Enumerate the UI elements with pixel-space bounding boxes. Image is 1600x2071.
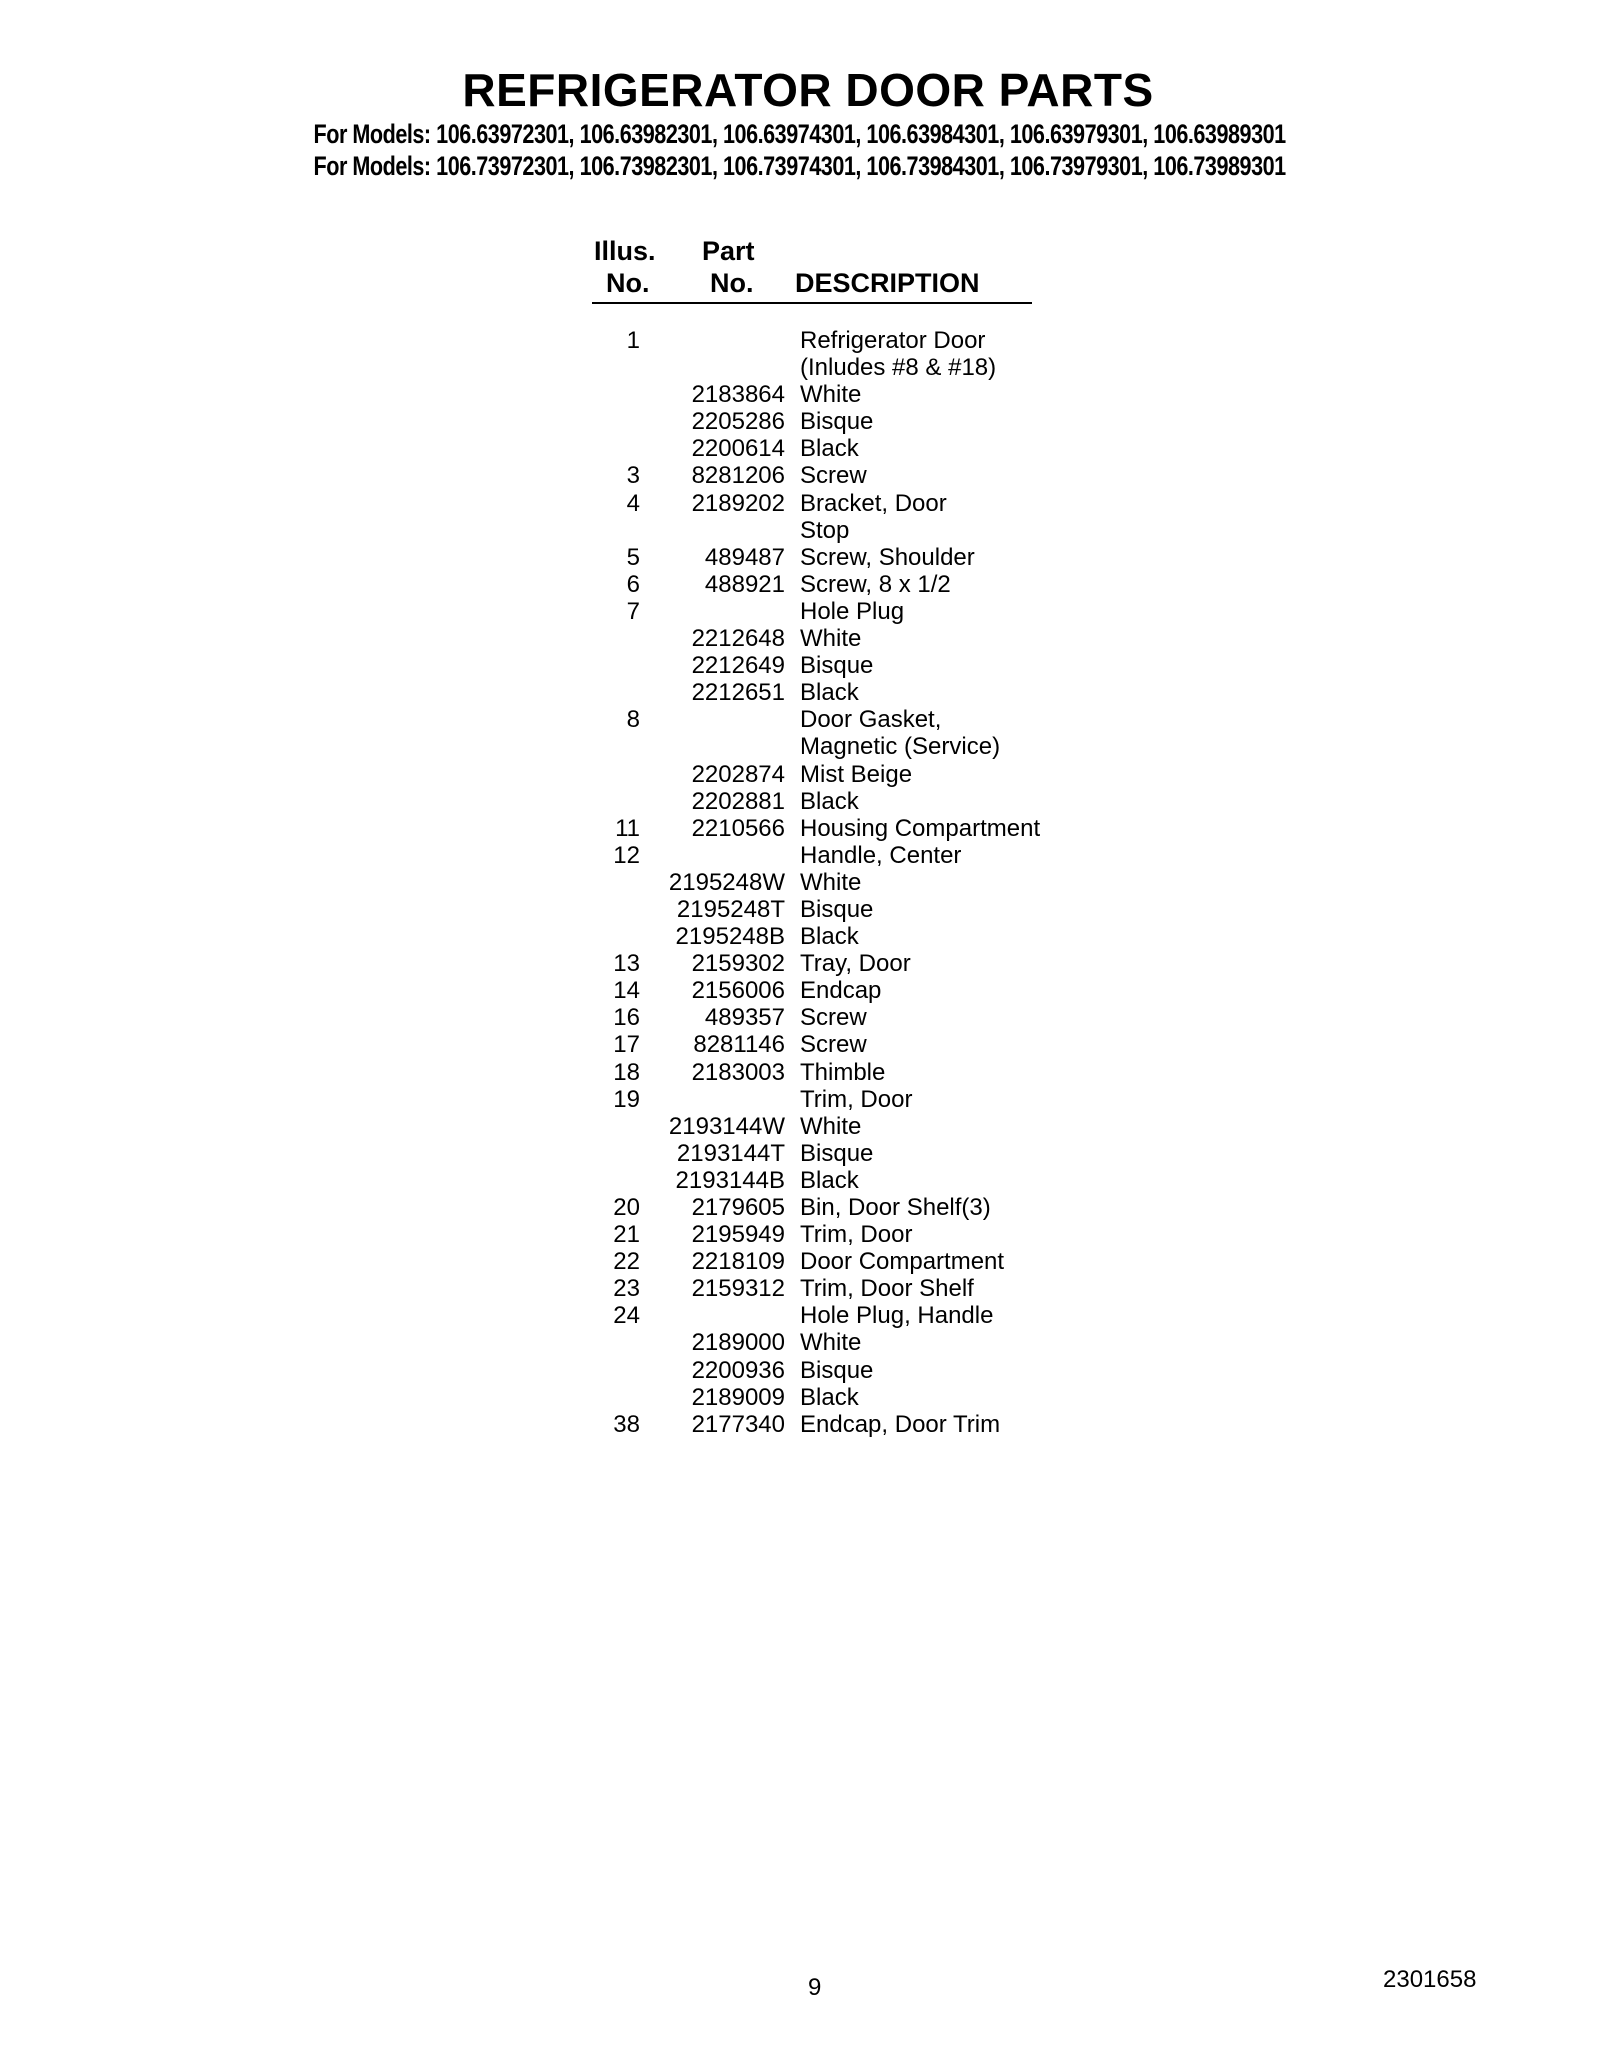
part-description: Black bbox=[800, 1166, 859, 1194]
illus-number: 24 bbox=[613, 1302, 640, 1330]
part-number: 2183864 bbox=[691, 381, 785, 409]
part-description: Screw bbox=[800, 1004, 867, 1032]
part-description: Stop bbox=[800, 516, 850, 544]
table-row bbox=[592, 679, 1092, 706]
illus-number: 17 bbox=[613, 1031, 640, 1059]
table-row bbox=[592, 462, 1092, 489]
illus-number: 8 bbox=[626, 706, 640, 734]
models-line-1 bbox=[0, 118, 1600, 150]
table-row bbox=[592, 788, 1092, 815]
header-part-bottom: No. bbox=[710, 268, 754, 298]
part-number: 2159302 bbox=[691, 950, 785, 978]
parts-rows bbox=[592, 327, 1092, 1438]
table-row bbox=[592, 869, 1092, 896]
models-line-1-text: For Models: 106.63972301, 106.63982301, 106.63974301, 106.63984301, 106.63979301, 106.63989301 bbox=[313, 119, 1287, 149]
part-description: Bracket, Door bbox=[800, 489, 947, 517]
part-number: 2205286 bbox=[691, 408, 785, 436]
part-description: Screw bbox=[800, 1031, 867, 1059]
header-part-top: Part bbox=[702, 236, 755, 266]
page-title: REFRIGERATOR DOOR PARTS bbox=[462, 64, 1154, 116]
illus-number: 19 bbox=[613, 1085, 640, 1113]
table-row bbox=[592, 408, 1092, 435]
illus-number: 4 bbox=[626, 489, 640, 517]
part-number: 489487 bbox=[704, 543, 785, 571]
part-description: Door Gasket, bbox=[800, 706, 942, 734]
part-description: White bbox=[800, 1329, 862, 1357]
header-illus-bottom: No. bbox=[606, 268, 650, 298]
illus-number: 11 bbox=[615, 814, 640, 842]
part-number: 2210566 bbox=[691, 814, 785, 842]
part-number: 2189000 bbox=[691, 1329, 785, 1357]
table-row bbox=[592, 435, 1092, 462]
part-description: Trim, Door Shelf bbox=[800, 1275, 974, 1303]
part-description: Tray, Door bbox=[800, 950, 911, 978]
illus-number: 6 bbox=[626, 570, 640, 598]
part-description: Bin, Door Shelf(3) bbox=[800, 1194, 991, 1221]
illus-number: 38 bbox=[613, 1410, 640, 1438]
table-row bbox=[592, 625, 1092, 652]
part-description: Bisque bbox=[800, 1139, 874, 1167]
table-row bbox=[592, 490, 1092, 517]
illus-number: 7 bbox=[626, 597, 640, 625]
header-divider bbox=[592, 302, 1032, 304]
part-number: 2189009 bbox=[691, 1383, 785, 1411]
table-row bbox=[592, 706, 1092, 733]
document-number: 2301658 bbox=[1383, 1966, 1477, 1993]
part-description: Door Compartment bbox=[800, 1248, 1005, 1276]
part-description: (Inludes #8 & #18) bbox=[800, 354, 997, 382]
page-number: 9 bbox=[808, 1974, 822, 2001]
header-illus-top: Illus. bbox=[594, 236, 656, 266]
table-row bbox=[592, 571, 1092, 598]
part-number: 2218109 bbox=[691, 1248, 785, 1276]
part-description: Black bbox=[800, 923, 859, 951]
table-row bbox=[592, 923, 1092, 950]
part-number: 2195248W bbox=[668, 868, 785, 896]
models-line-2 bbox=[0, 150, 1600, 182]
table-row bbox=[592, 1384, 1092, 1411]
illus-number: 14 bbox=[613, 977, 640, 1005]
part-number: 8281146 bbox=[693, 1031, 785, 1059]
part-description: Refrigerator Door bbox=[800, 327, 986, 354]
part-description: Black bbox=[800, 1383, 859, 1411]
table-row bbox=[592, 896, 1092, 923]
table-row bbox=[592, 652, 1092, 679]
table-row bbox=[592, 1113, 1092, 1140]
table-row bbox=[592, 354, 1092, 381]
part-description: Screw, 8 x 1/2 bbox=[800, 570, 951, 598]
table-row bbox=[592, 1059, 1092, 1086]
table-row bbox=[592, 1221, 1092, 1248]
table-row bbox=[592, 381, 1092, 408]
part-number: 2200936 bbox=[691, 1356, 785, 1384]
part-description: Bisque bbox=[800, 408, 874, 436]
table-row bbox=[592, 977, 1092, 1004]
part-number: 2195248B bbox=[675, 923, 785, 951]
part-description: Thimble bbox=[800, 1058, 886, 1086]
part-number: 2200614 bbox=[691, 435, 785, 463]
table-row bbox=[592, 1031, 1092, 1058]
illus-number: 20 bbox=[613, 1194, 640, 1221]
part-description: White bbox=[800, 868, 862, 896]
table-row bbox=[592, 327, 1092, 354]
table-row bbox=[592, 1248, 1092, 1275]
part-description: Hole Plug bbox=[800, 597, 905, 625]
illus-number: 22 bbox=[613, 1248, 640, 1276]
part-number: 2189202 bbox=[691, 489, 785, 517]
models-line-2-text: For Models: 106.73972301, 106.73982301, 106.73974301, 106.73984301, 106.73979301, 106.73989301 bbox=[313, 151, 1287, 181]
illus-number: 1 bbox=[626, 327, 640, 354]
illus-number: 5 bbox=[626, 543, 640, 571]
table-row bbox=[592, 761, 1092, 788]
part-description: Trim, Door bbox=[800, 1085, 913, 1113]
illus-number: 18 bbox=[613, 1058, 640, 1086]
part-description: Screw bbox=[800, 462, 867, 490]
table-row bbox=[592, 1411, 1092, 1438]
part-number: 2193144T bbox=[676, 1139, 785, 1167]
part-number: 2212648 bbox=[691, 625, 785, 653]
part-description: Trim, Door bbox=[800, 1221, 913, 1249]
part-description: Black bbox=[800, 679, 859, 707]
part-number: 2193144B bbox=[675, 1166, 785, 1194]
part-description: White bbox=[800, 625, 862, 653]
table-row bbox=[592, 1194, 1092, 1221]
part-number: 2156006 bbox=[691, 977, 785, 1005]
part-description: Black bbox=[800, 435, 859, 463]
illus-number: 13 bbox=[613, 950, 640, 978]
illus-number: 21 bbox=[613, 1221, 640, 1249]
part-number: 2195248T bbox=[676, 895, 785, 923]
part-description: White bbox=[800, 1112, 862, 1140]
part-description: Handle, Center bbox=[800, 841, 962, 869]
table-row bbox=[592, 733, 1092, 760]
table-row bbox=[592, 1302, 1092, 1329]
part-number: 2202881 bbox=[691, 787, 785, 815]
part-number: 2202874 bbox=[691, 760, 785, 788]
part-number: 2159312 bbox=[691, 1275, 785, 1303]
part-description: Mist Beige bbox=[800, 760, 913, 788]
part-description: Housing Compartment bbox=[800, 814, 1041, 842]
part-number: 2212649 bbox=[691, 652, 785, 680]
table-row bbox=[592, 544, 1092, 571]
part-description: Screw, Shoulder bbox=[800, 543, 975, 571]
illus-number: 16 bbox=[613, 1004, 640, 1032]
table-row bbox=[592, 842, 1092, 869]
table-row bbox=[592, 1004, 1092, 1031]
table-row bbox=[592, 598, 1092, 625]
table-row bbox=[592, 815, 1092, 842]
table-row bbox=[592, 1086, 1092, 1113]
table-row bbox=[592, 517, 1092, 544]
table-row bbox=[592, 1167, 1092, 1194]
part-description: White bbox=[800, 381, 862, 409]
header-description: DESCRIPTION bbox=[795, 268, 980, 298]
part-number: 2177340 bbox=[691, 1410, 785, 1438]
part-description: Bisque bbox=[800, 652, 874, 680]
table-row bbox=[592, 950, 1092, 977]
part-number: 2195949 bbox=[691, 1221, 785, 1249]
illus-number: 3 bbox=[626, 462, 640, 490]
part-description: Endcap bbox=[800, 977, 882, 1005]
part-description: Hole Plug, Handle bbox=[800, 1302, 994, 1330]
illus-number: 23 bbox=[613, 1275, 640, 1303]
part-number: 488921 bbox=[704, 570, 785, 598]
part-description: Endcap, Door Trim bbox=[800, 1410, 1001, 1438]
table-row bbox=[592, 1329, 1092, 1356]
part-number: 8281206 bbox=[691, 462, 785, 490]
part-description: Bisque bbox=[800, 1356, 874, 1384]
part-number: 2193144W bbox=[668, 1112, 785, 1140]
part-description: Bisque bbox=[800, 895, 874, 923]
table-row bbox=[592, 1357, 1092, 1384]
part-description: Black bbox=[800, 787, 859, 815]
part-number: 2183003 bbox=[691, 1058, 785, 1086]
illus-number: 12 bbox=[613, 841, 640, 869]
part-description: Magnetic (Service) bbox=[800, 733, 1001, 761]
table-row bbox=[592, 1275, 1092, 1302]
part-number: 2179605 bbox=[691, 1194, 785, 1221]
table-row bbox=[592, 1140, 1092, 1167]
part-number: 489357 bbox=[704, 1004, 785, 1032]
part-number: 2212651 bbox=[691, 679, 785, 707]
